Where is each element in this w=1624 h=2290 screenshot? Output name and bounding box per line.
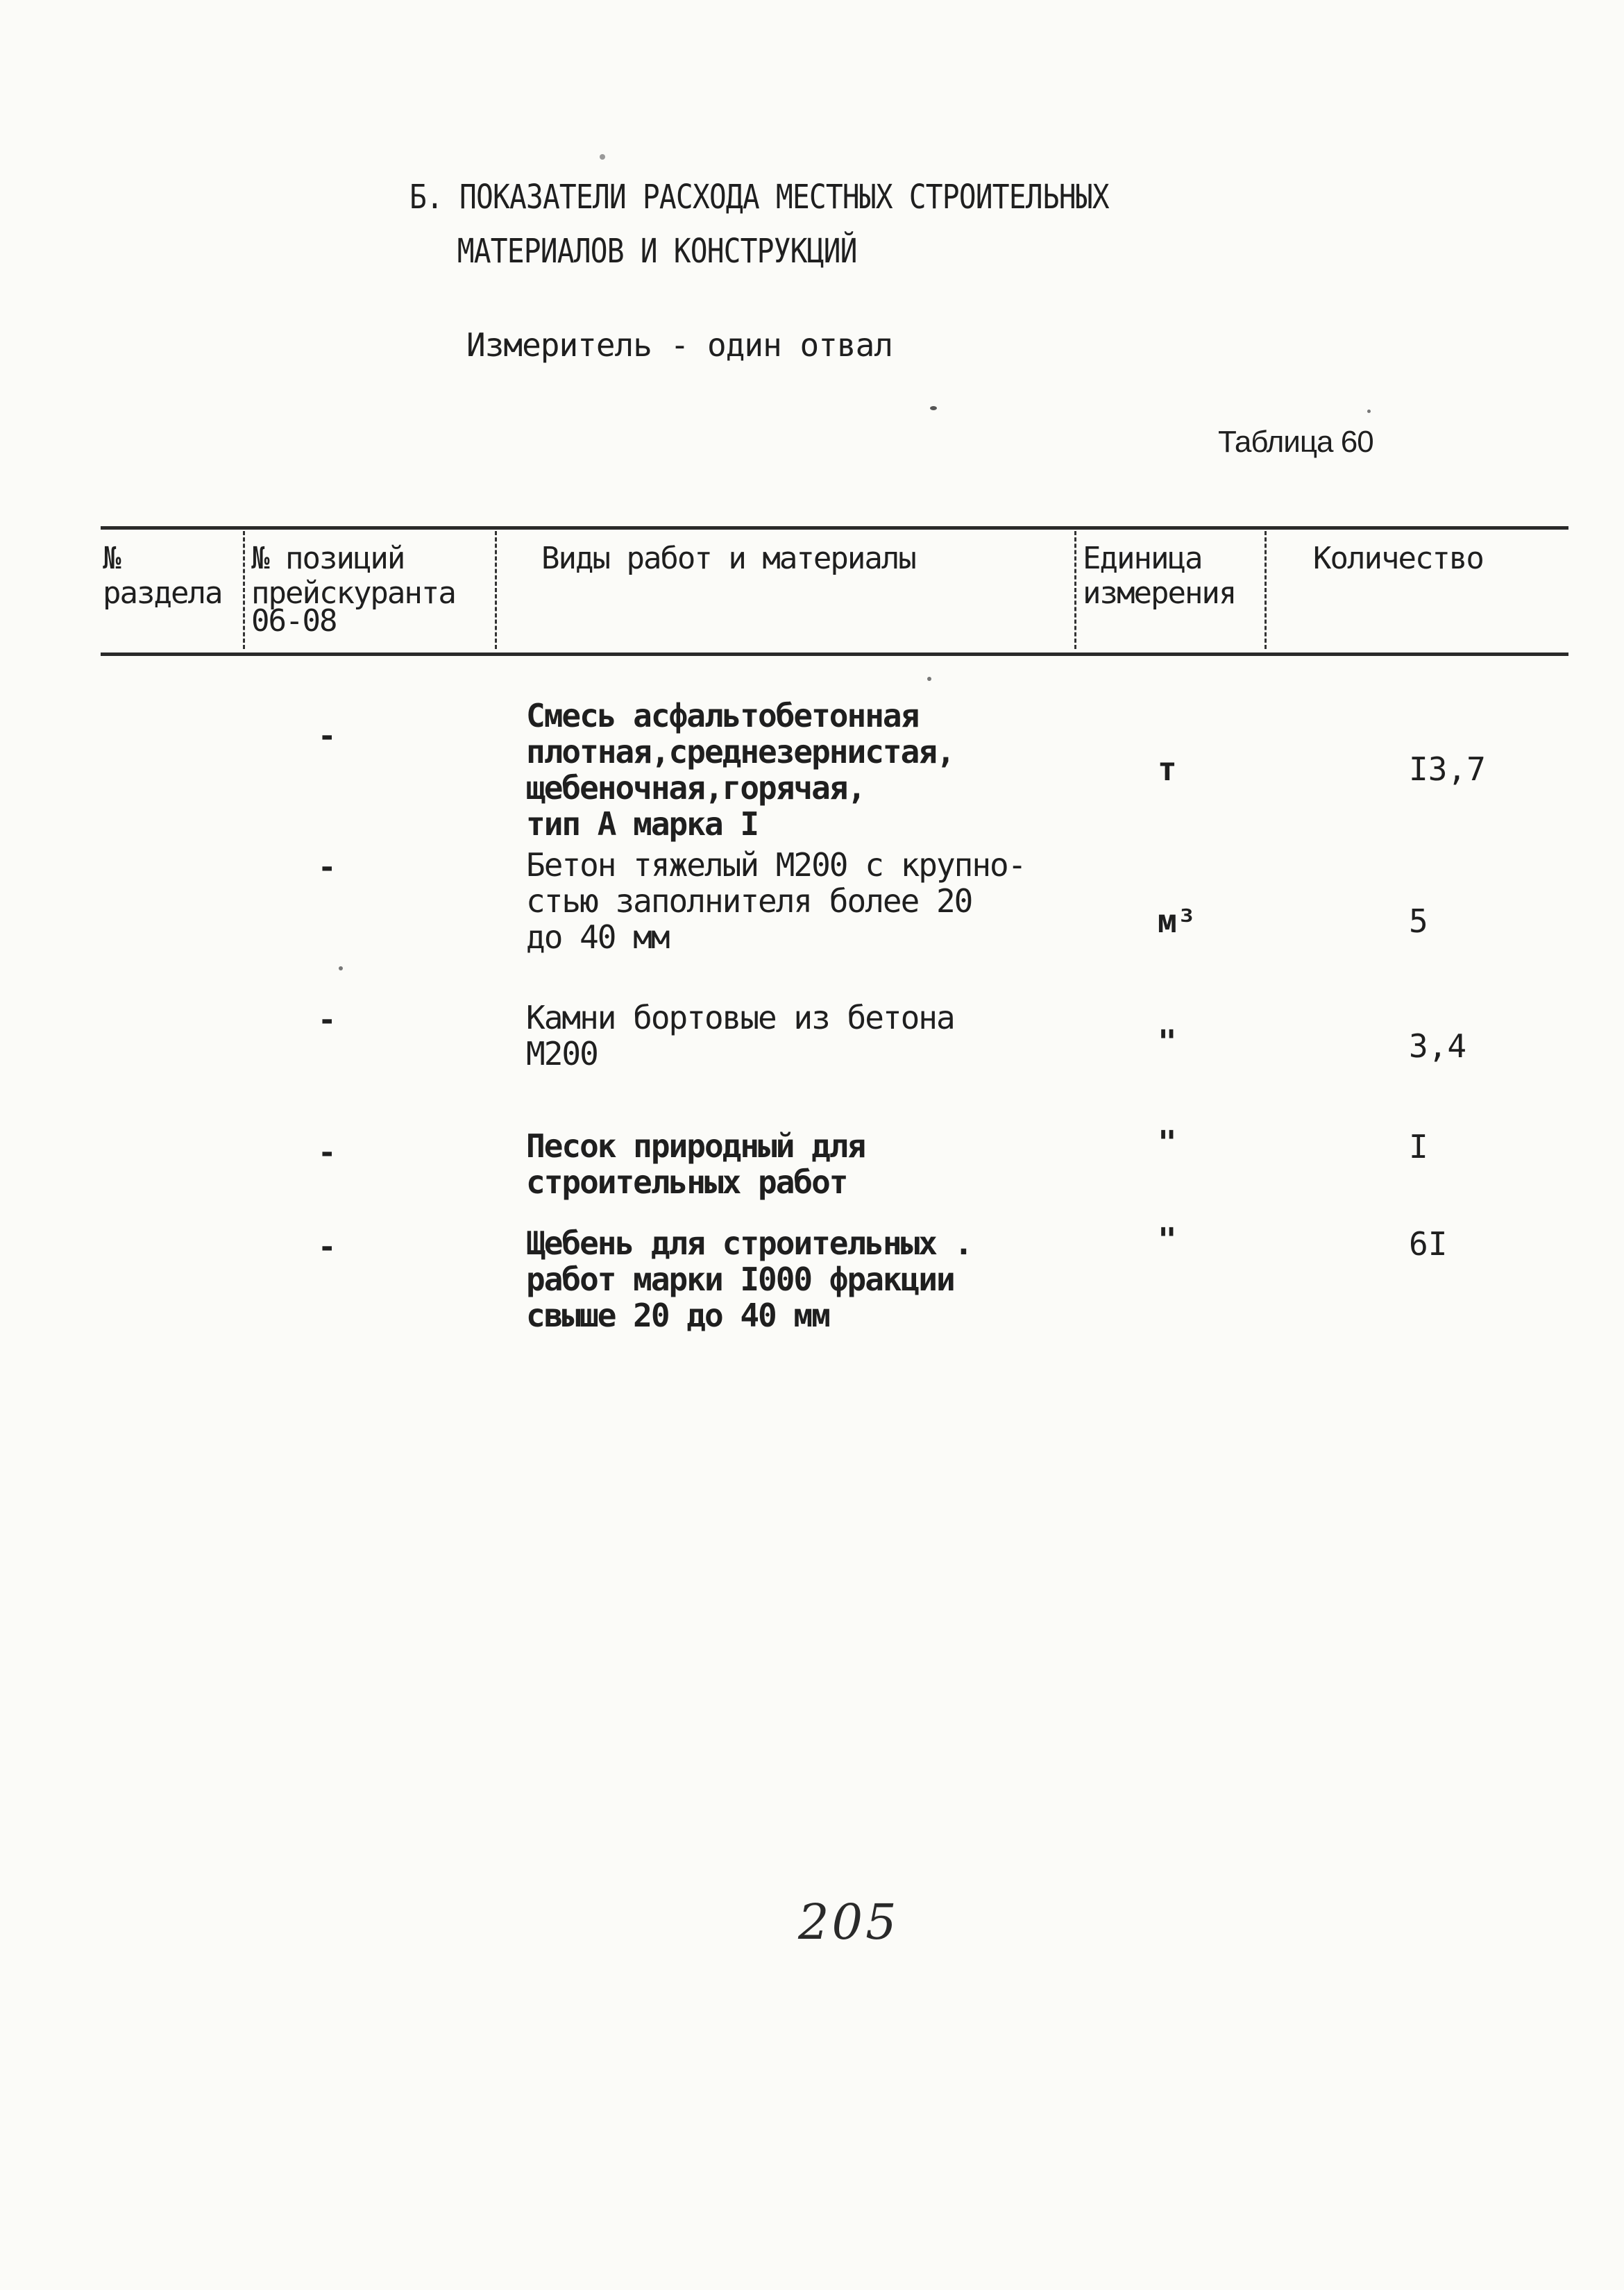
row-material-name: Щебень для строительных . работ марки I000 фракции свыше 20 до 40 мм xyxy=(526,1224,972,1334)
table-label: Таблица 60 xyxy=(1218,425,1373,459)
row-quantity: 6I xyxy=(1409,1225,1448,1263)
speck xyxy=(1367,410,1371,413)
row-position: - xyxy=(318,850,337,885)
speck xyxy=(339,966,343,970)
header-line: № xyxy=(103,541,120,576)
row-quantity: 5 xyxy=(1409,902,1428,940)
column-separator xyxy=(243,531,245,649)
row-material-name: Бетон тяжелый М200 с крупно- стью заполнителя более 20 до 40 мм xyxy=(526,846,1026,956)
header-line: № позиций xyxy=(251,541,405,576)
header-line: измерения xyxy=(1083,575,1236,611)
row-quantity: I xyxy=(1409,1128,1428,1165)
header-line: прейскуранта xyxy=(251,575,455,611)
row-position: - xyxy=(318,1229,337,1265)
column-separator xyxy=(495,531,497,649)
column-separator xyxy=(1074,531,1076,649)
header-price-position xyxy=(251,541,455,639)
row-position: - xyxy=(318,1002,337,1038)
speck xyxy=(930,406,937,410)
row-material-name: Песок природный для строительных работ xyxy=(526,1127,865,1201)
header-line: раздела xyxy=(103,575,222,611)
row-unit: " xyxy=(1158,1023,1177,1061)
row-quantity: 3,4 xyxy=(1409,1027,1467,1065)
table-header-bottom-rule xyxy=(101,653,1568,656)
section-heading xyxy=(409,170,1109,278)
header-works-materials xyxy=(541,541,915,576)
row-position: - xyxy=(318,1135,337,1170)
header-section-number xyxy=(103,541,221,611)
table-top-rule xyxy=(101,526,1568,530)
header-line: Виды работ и материалы xyxy=(541,541,915,576)
header-line: Единица xyxy=(1083,541,1202,576)
row-quantity: I3,7 xyxy=(1409,750,1486,788)
row-unit: т xyxy=(1158,750,1177,788)
header-quantity xyxy=(1313,541,1483,576)
row-material-name: Камни бортовые из бетона М200 xyxy=(526,999,954,1072)
row-position: - xyxy=(318,718,337,754)
speck xyxy=(600,154,605,160)
page-number: 205 xyxy=(798,1894,899,1951)
header-line: Количество xyxy=(1313,541,1483,576)
header-unit xyxy=(1083,541,1235,611)
row-unit: " xyxy=(1158,1124,1177,1161)
row-unit: м³ xyxy=(1158,902,1196,940)
row-unit: " xyxy=(1158,1221,1177,1258)
header-line: 06-08 xyxy=(251,603,337,639)
row-material-name: Смесь асфальтобетонная плотная,среднезернистая, щебеночная,горячая, тип А марка I xyxy=(526,697,954,843)
speck xyxy=(927,677,931,681)
heading-line-2: МАТЕРИАЛОВ И КОНСТРУКЦИЙ xyxy=(457,232,857,271)
column-separator xyxy=(1264,531,1267,649)
measure-unit-text: Измеритель - один отвал xyxy=(466,326,893,364)
heading-line-1: Б. ПОКАЗАТЕЛИ РАСХОДА МЕСТНЫХ СТРОИТЕЛЬНЫХ xyxy=(409,178,1109,217)
